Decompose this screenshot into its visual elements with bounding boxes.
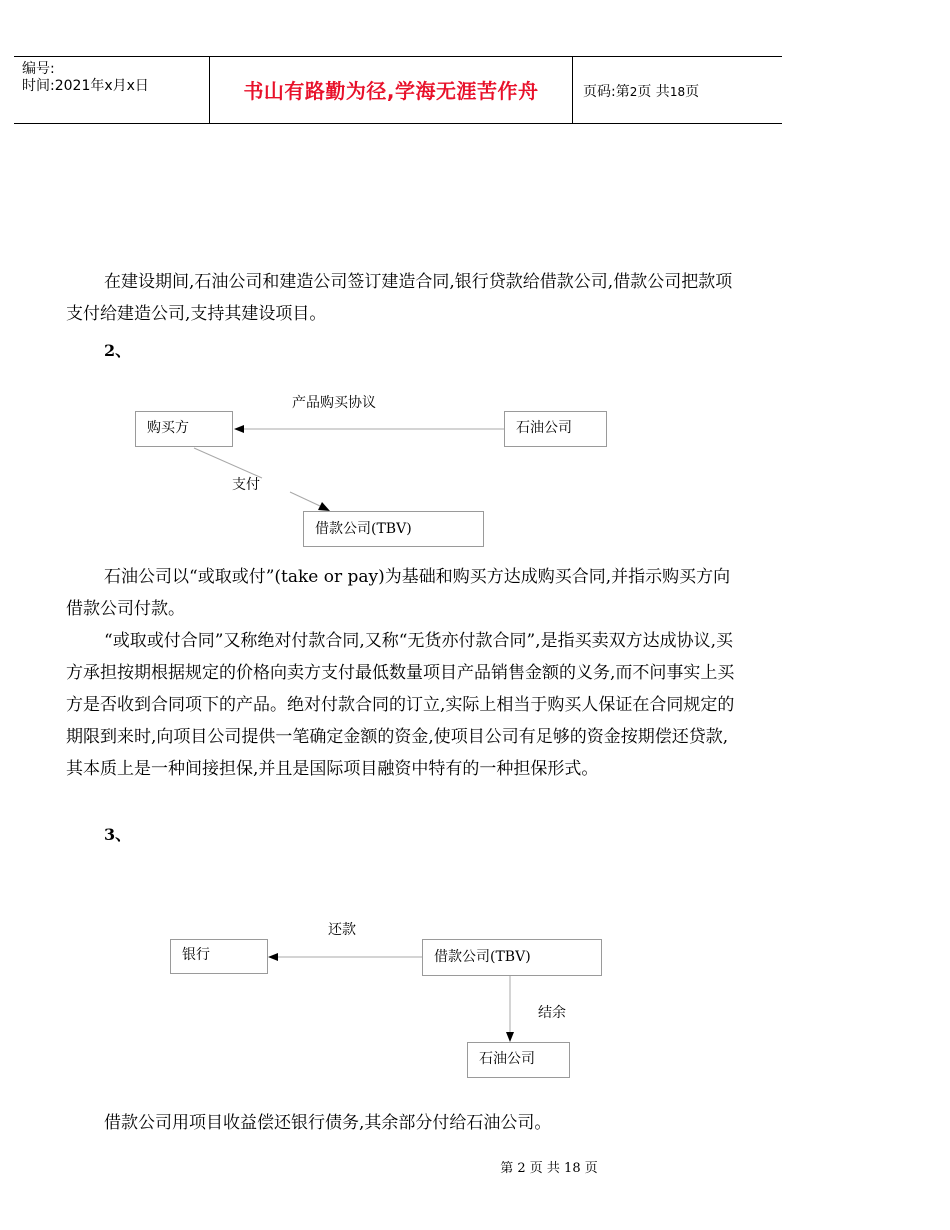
arrow-agreement-head [234,425,244,433]
page-total: 18 [669,85,686,99]
oil-company-box: 石油公司 [504,411,607,447]
paragraph-take-or-pay: 石油公司以“或取或付”(take or pay)为基础和购买方达成购买合同,并指示购买方向借款公司付款。 [66,567,731,619]
borrower-tbv-box-2: 借款公司(TBV) [422,939,602,976]
paragraph-construction: 在建设期间,石油公司和建造公司签订建造合同,银行贷款给借款公司,借款公司把款项支付给建造公司,支持其建设项目。 [66,272,733,324]
section-number-3: 3、 [104,825,132,844]
arrow-pay-line-2 [290,492,320,506]
page-prefix: 页码:第 [583,84,630,100]
motto: 书山有路勤为径,学海无涯苦作舟 [243,79,539,103]
label-repayment: 还款 [328,922,356,938]
borrower-tbv-box: 借款公司(TBV) [303,511,484,547]
page-suffix: 页 [685,84,700,100]
label-surplus: 结余 [538,1005,566,1021]
time-label: 时间:2021年x月x日 [22,78,149,94]
paragraph-take-or-pay-definition: “或取或付合同”又称绝对付款合同,又称“无货亦付款合同”,是指买卖双方达成协议,买方承担按期根据规定的价格向卖方支付最低数量项目产品销售金额的义务,而不问事实上买方是否收到合同项下的产品。绝对付款合同的订立,实际上相当于购买人保证在合同规定的期限到来时,向项目公司提供一笔确定金额的资金,使项目公司有足够的资金按期偿还贷款,其本质上是一种间接担保,并且是国际项目融资中特有的一种担保形式。 [66,631,735,779]
section-number-2: 2、 [104,341,132,360]
paragraph-repayment: 借款公司用项目收益偿还银行债务,其余部分付给石油公司。 [104,1113,552,1133]
page-mid: 页 共 [637,84,670,100]
bank-box: 银行 [170,939,268,974]
arrow-surplus-head [506,1032,514,1042]
arrow-pay-head [318,502,330,511]
page-current: 2 [629,85,638,99]
serial-label: 编号: [22,61,55,77]
label-payment: 支付 [232,477,260,493]
arrow-repay-head [268,953,278,961]
label-product-purchase-agreement: 产品购买协议 [292,395,376,411]
buyer-box: 购买方 [135,411,233,447]
page-footer: 第 2 页 共 18 页 [500,1161,598,1176]
oil-company-box-2: 石油公司 [467,1042,570,1078]
